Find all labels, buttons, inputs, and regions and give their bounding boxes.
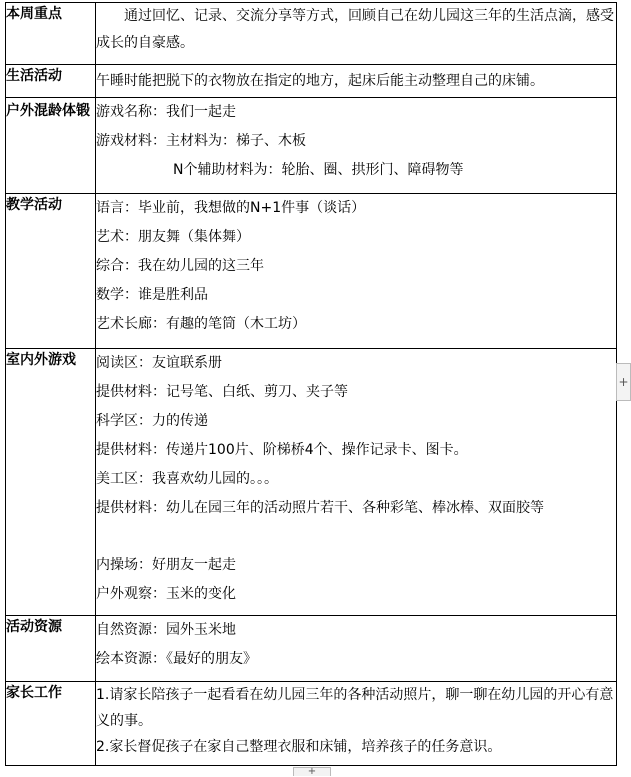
focus-text: 通过回忆、记录、交流分享等方式，回顾自己在幼儿园这三年的生活点滴，感受成长的自豪感。: [96, 8, 614, 51]
teaching-line: 语言：毕业前，我想做的N+1件事（谈话）: [96, 200, 366, 216]
resources-label: 活动资源: [6, 616, 96, 682]
row-life: [6, 65, 617, 98]
games-line: 科学区：力的传递: [96, 413, 208, 429]
parents-line: 1.请家长陪孩子一起看看在幼儿园三年的各种活动照片，聊一聊在幼儿园的开心有意义的事。: [96, 687, 614, 729]
life-text: 午睡时能把脱下的衣物放在指定的地方，起床后能主动整理自己的床铺。: [96, 72, 544, 89]
resources-line: 绘本资源：《最好的朋友》: [96, 651, 257, 667]
outdoor-label: 户外混龄体锻: [6, 98, 96, 194]
focus-label: 本周重点: [6, 3, 96, 65]
teaching-line: 艺术长廊：有趣的笔筒（木工坊）: [96, 316, 306, 332]
parents-line: 2.家长督促孩子在家自己整理衣服和床铺，培养孩子的任务意识。: [96, 739, 502, 755]
row-resources: [6, 616, 617, 682]
weekly-plan-table: [5, 2, 617, 766]
teaching-line: 数学：谁是胜利品: [96, 287, 208, 303]
parents-label: 家长工作: [6, 682, 96, 766]
games-line: 阅读区：友谊联系册: [96, 355, 222, 371]
games-line: 户外观察：玉米的变化: [96, 586, 236, 602]
games-line: 美工区：我喜欢幼儿园的。。。: [96, 471, 278, 487]
games-line: 提供材料：记号笔、白纸、剪刀、夹子等: [96, 384, 348, 400]
outdoor-line: 游戏材料：主材料为：梯子、木板: [96, 133, 306, 149]
blank-line: [96, 523, 616, 551]
outdoor-line: N个辅助材料为：轮胎、圈、拱形门、障碍物等: [173, 162, 464, 178]
row-teaching: [6, 194, 617, 349]
life-label: 生活活动: [6, 65, 96, 98]
outdoor-line: 游戏名称：我们一起走: [96, 104, 236, 120]
add-row-handle[interactable]: +: [616, 363, 631, 401]
games-label: 室内外游戏: [6, 349, 96, 616]
row-parents: [6, 682, 617, 766]
games-line: 提供材料：传递片100片、阶梯桥4个、操作记录卡、图卡。: [96, 442, 468, 458]
games-line: 提供材料：幼儿在园三年的活动照片若干、各种彩笔、棒冰棒、双面胶等: [96, 500, 544, 516]
teaching-line: 艺术：朋友舞（集体舞）: [96, 229, 250, 245]
teaching-line: 综合：我在幼儿园的这三年: [96, 258, 264, 274]
row-games: [6, 349, 617, 616]
resources-line: 自然资源：园外玉米地: [96, 622, 236, 638]
games-line: 内操场：好朋友一起走: [96, 557, 236, 573]
teaching-label: 教学活动: [6, 194, 96, 349]
row-outdoor: [6, 98, 617, 194]
row-focus: [6, 3, 617, 65]
add-column-handle[interactable]: +: [293, 767, 331, 776]
